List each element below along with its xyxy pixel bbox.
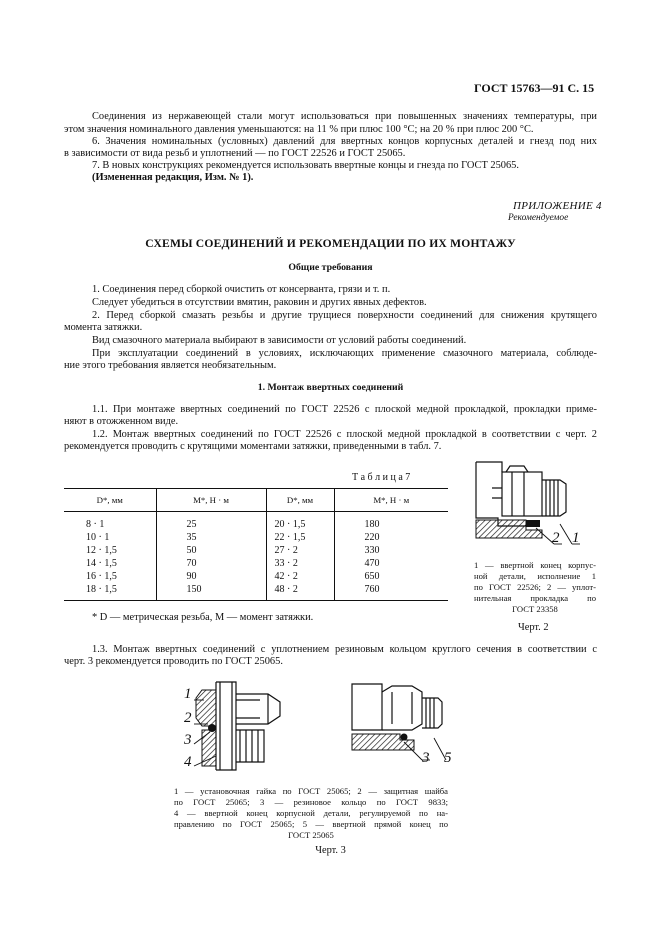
table-cell: 760: [334, 583, 448, 601]
general-heading: Общие требования: [288, 262, 373, 273]
table-cell: 42 · 2: [266, 570, 334, 583]
fig3-caption: [174, 786, 448, 841]
table-cell: 90: [156, 570, 266, 583]
table-cell: 8 · 1: [86, 519, 105, 530]
appendix-title: СХЕМЫ СОЕДИНЕНИЙ И РЕКОМЕНДАЦИИ ПО ИХ МОНТАЖУ: [145, 237, 516, 250]
table-cell: 16 · 1,5: [86, 571, 117, 582]
table-cell: 48 · 2: [266, 583, 334, 601]
table-row: [64, 531, 448, 544]
table-cell: 14 · 1,5: [86, 558, 117, 569]
table7-caption: Т а б л и ц а 7: [352, 472, 411, 483]
table-cell: 10 · 1: [86, 532, 110, 543]
fig2-caption-line: по ГОСТ 22526; 2 — уплот-: [474, 582, 596, 592]
fig2-caption-line: 1 — ввертной конец корпус-: [474, 560, 596, 570]
intro-para1-line1: Соединения из нержавеющей стали могут использоваться при повышенных значениях температуры, при: [92, 111, 597, 122]
general-p4-line1: При эксплуатации соединений в условиях, исключающих применение смазочного материала, соблюде-: [92, 348, 597, 359]
general-p2-line1: 2. Перед сборкой смазать резьбы и другие трущиеся поверхности соединений для снижения крутящего: [92, 310, 597, 321]
fig2-caption-line: ГОСТ 23358: [512, 604, 558, 614]
intro-para6-line2: в зависимости от вида резьб и уплотнений — по ГОСТ 22526 и ГОСТ 25065.: [64, 148, 406, 159]
fig3-caption-line: 1 — установочная гайка по ГОСТ 25065; 2 — защитная шайба: [174, 786, 448, 796]
table7-header-m2: M*, Н · м: [334, 489, 448, 512]
table-cell: 330: [334, 544, 448, 557]
fig3-caption-line: ГОСТ 25065: [288, 830, 334, 840]
general-p1: 1. Соединения перед сборкой очистить от консерванта, грязи и т. п.: [92, 284, 391, 295]
section1-p13-line1: 1.3. Монтаж ввертных соединений с уплотнением резиновым кольцом круглого сечения в соответствии с: [92, 644, 597, 655]
table-cell: 650: [334, 570, 448, 583]
table-row: [64, 570, 448, 583]
table-cell: 220: [334, 531, 448, 544]
fig2-drawing: [462, 458, 604, 554]
fig2-caption-line: ной детали, исполнение 1: [474, 571, 596, 581]
table-cell: 70: [156, 557, 266, 570]
fig2-label-1: 1: [572, 530, 580, 546]
fig3-label-4: 4: [184, 754, 192, 770]
revision-note: (Измененная редакция, Изм. № 1).: [92, 172, 254, 183]
table-cell: 12 · 1,5: [86, 545, 117, 556]
table-cell: 470: [334, 557, 448, 570]
page-header: ГОСТ 15763—91 С. 15: [474, 81, 595, 95]
table7-header-row: [64, 489, 448, 512]
table-row: [64, 544, 448, 557]
fig3-caption-line: 4 — ввертной конец корпусной детали, регулируемой по на-: [174, 808, 448, 818]
table-cell: 18 · 1,5: [64, 583, 156, 601]
fig3-label-3-right: 3: [422, 750, 430, 766]
table-row: [64, 583, 448, 601]
general-p3: Вид смазочного материала выбирают в зависимости от условий работы соединений.: [92, 335, 467, 346]
fig3-label-1: 1: [184, 686, 192, 702]
fig3-right-drawing: [338, 680, 450, 776]
general-p4-line2: ние этого требования является необязательным.: [64, 360, 277, 371]
fig2-label-2: 2: [552, 530, 560, 546]
general-p1b: Следует убедиться в отсутствии вмятин, раковин и других явных дефектов.: [92, 297, 427, 308]
table-cell: 22 · 1,5: [266, 531, 334, 544]
table7-footnote: * D — метрическая резьба, M — момент затяжки.: [92, 612, 314, 623]
intro-para7: 7. В новых конструкциях рекомендуется использовать ввертные концы и гнезда по ГОСТ 25065.: [92, 160, 519, 171]
section1-heading: 1. Монтаж ввертных соединений: [257, 382, 404, 393]
fig3-title: Черт. 3: [315, 845, 346, 856]
fig2-caption-line: нительная прокладка по: [474, 593, 596, 603]
appendix-status: Рекомендуемое: [508, 213, 569, 223]
table-cell: 35: [156, 531, 266, 544]
fig3-caption-line: правлению по ГОСТ 25065; 5 — ввертной прямой конец по: [174, 819, 448, 829]
table-cell: 180: [334, 512, 448, 532]
table-cell: 50: [156, 544, 266, 557]
fig2-caption: [474, 560, 596, 615]
section1-p11-line1: 1.1. При монтаже ввертных соединений по ГОСТ 22526 с плоской медной прокладкой, прокладки приме-: [92, 404, 597, 415]
intro-para6-line1: 6. Значения номинальных (условных) давлений для ввертных концов корпусных деталей и гнезд под них: [92, 136, 597, 147]
table-cell: 33 · 2: [266, 557, 334, 570]
fig3-caption-line: по ГОСТ 25065; 3 — резиновое кольцо по ГОСТ 9833;: [174, 797, 448, 807]
general-p2-line2: момента затяжки.: [64, 322, 143, 333]
table7-header-m1: M*, Н · м: [156, 489, 266, 512]
section1-p12-line2: рекомендуется проводить с крутящими моментами затяжки, приведенными в табл. 7.: [64, 441, 442, 452]
fig3-label-2: 2: [184, 710, 192, 726]
table-cell: 25: [156, 512, 266, 532]
table7: [64, 488, 448, 601]
table7-header-d1: D*, мм: [64, 489, 156, 512]
table-cell: 20 · 1,5: [266, 512, 334, 532]
fig3-label-3: 3: [184, 732, 192, 748]
section1-p12-line1: 1.2. Монтаж ввертных соединений по ГОСТ 22526 с плоской медной прокладкой в соответствии с черт. 2: [92, 429, 597, 440]
intro-para1-line2: этом значения номинального давления уменьшаются: на 11 % при плюс 100 °С; на 20 % при плюс 200 °С.: [64, 124, 534, 135]
table-cell: 27 · 2: [266, 544, 334, 557]
table-row: [64, 557, 448, 570]
fig2-title: Черт. 2: [518, 622, 549, 633]
table-row: [64, 512, 448, 532]
section1-p13-line2: черт. 3 рекомендуется проводить по ГОСТ 25065.: [64, 656, 283, 667]
table7-header-d2: D*, мм: [266, 489, 334, 512]
fig3-label-5: 5: [444, 750, 452, 766]
fig3-left-drawing: [180, 676, 300, 774]
table-cell: 150: [156, 583, 266, 601]
section1-p11-line2: няют в отожженном виде.: [64, 416, 179, 427]
appendix-label: ПРИЛОЖЕНИЕ 4: [513, 200, 602, 212]
